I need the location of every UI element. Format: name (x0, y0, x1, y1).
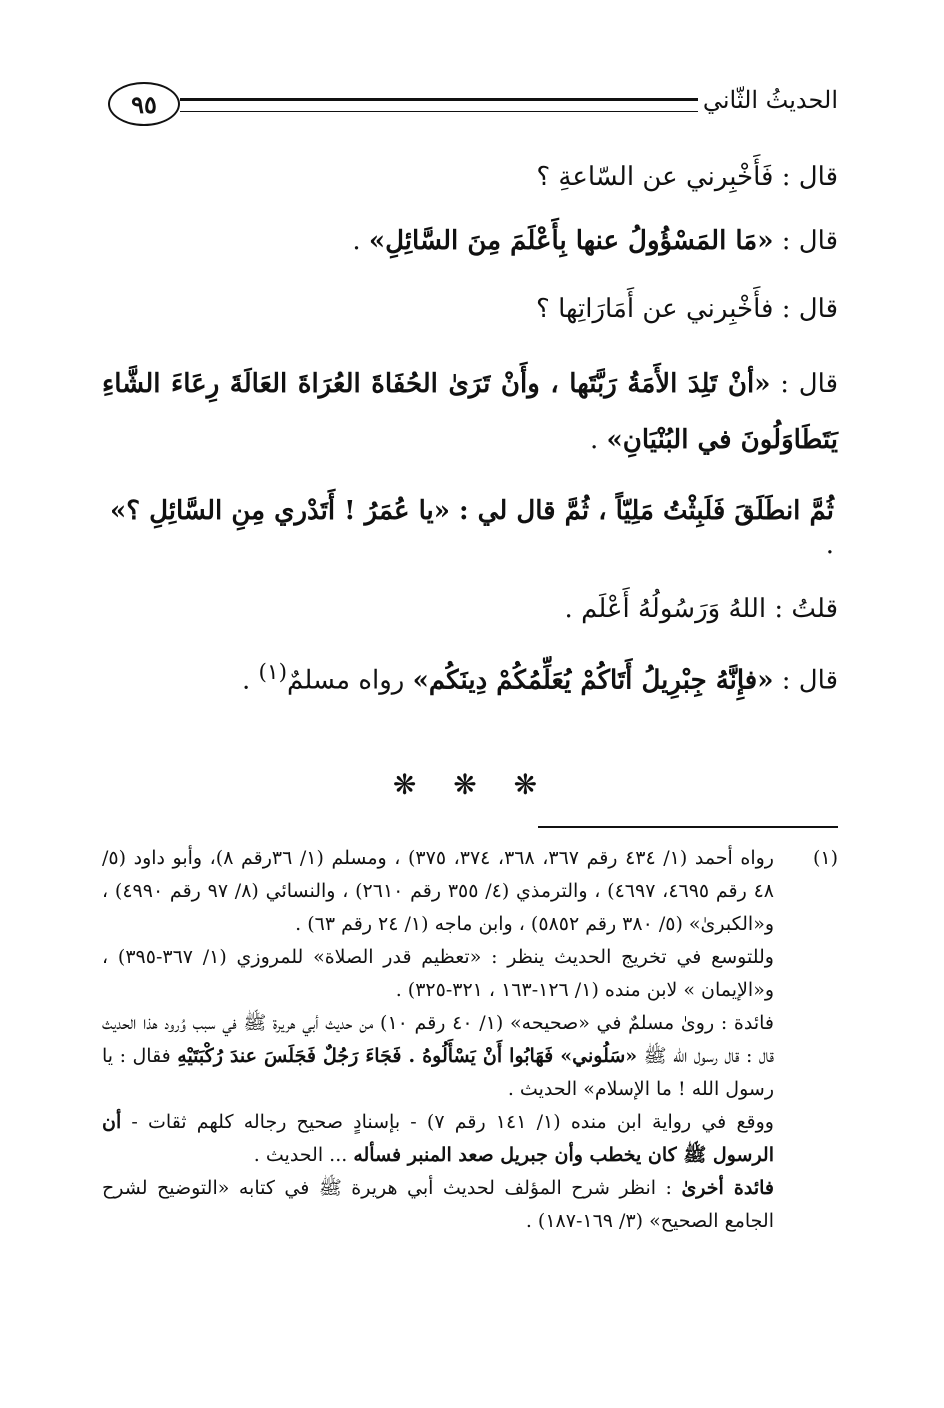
footnote-rule (538, 826, 838, 828)
hadith-quote: «فإِنَّهُ جِبْرِيلُ أَتَاكُمْ يُعَلِّمُكُمْ دِينَكُم» (412, 665, 774, 696)
section-separator: ❋ ❋ ❋ (392, 768, 552, 801)
footnote-5-a: فائدة أخرىٰ (681, 1177, 774, 1199)
paragraph-7 (102, 656, 838, 698)
footnote-4-b: أن الرسول ﷺ كان يخطب وأن جبريل صعد المنبر فسأله (102, 1111, 774, 1166)
paragraph-5-prefix: ثُمَّ انطَلَقَ فَلَبِثْتُ مَلِيّاً ، ثُمَّ قال لي : (449, 496, 834, 526)
paragraph-2-prefix: قال : (773, 226, 838, 256)
footnotes (102, 842, 838, 1238)
hadith-quote: «أنْ تَلِدَ الأَمَةُ رَبَّتَها ، وأَنْ تَرَىٰ الحُفَاةَ العُرَاةَ العَالَةَ رِعَاءَ الشَّاءِ يَتَطَاوَلُونَ في البُنْيَانِ» (102, 369, 838, 455)
paragraph-3: قال : فأَخْبِرني عن أَمَارَاتِها ؟ (536, 294, 838, 324)
footnote-3-b: «سَلُوني» فَهَابُوا أَنْ يَسْأَلُوهُ . فَجَاءَ رَجُلٌ فَجَلَسَ عندَ رُكْبَتَيْهِ (177, 1045, 638, 1067)
hadith-quote: «مَا المَسْؤُولُ عنها بِأَعْلَمَ مِنَ السَّائِلِ» (368, 226, 774, 256)
main-text (102, 160, 838, 698)
paragraph-2-suffix: . (352, 226, 369, 256)
footnote-line-4 (102, 1106, 774, 1172)
paragraph-5-suffix: . (825, 530, 834, 560)
page-header (108, 82, 838, 132)
paragraph-6: قلتُ : اللهُ وَرَسُولُهُ أَعْلَم . (564, 594, 838, 624)
paragraph-4 (102, 356, 838, 468)
footnote-ref[interactable]: (١) (258, 660, 288, 685)
page-number: ٩٥ (108, 82, 180, 126)
footnote-body (102, 842, 774, 1238)
footnote-line-1: رواه أحمد (١/ ٤٣٤ رقم ٣٦٧، ٣٦٨، ٣٧٤، ٣٧٥) ، ومسلم (١/ ٣٦رقم ٨)، وأبو داود (٥/ ٤٨ رقم ٤٦٩٥، ٤٦٩٧) ، والترمذي (٤/ ٣٥٥ رقم ٢٦١٠) ، والنسائي (٨/ ٩٧ رقم ٤٩٩٠) ، و«الكبرىٰ» (٥/ ٣٨٠ رقم ٥٨٥٢) ، وابن ماجه (١/ ٢٤ رقم ٦٣) . (102, 847, 775, 935)
footnote-line-2: وللتوسع في تخريج الحديث ينظر : «تعظيم قدر الصلاة» للمروزي (١/ ٣٦٧-٣٩٥) ، و«الإيمان » لابن منده (١/ ١٢٦-١٦٣ ، ٣٢١-٣٢٥) . (102, 946, 774, 1001)
running-title: الحديثُ الثّاني (702, 86, 838, 114)
paragraph-7-suffix: رواه مسلمٌ (287, 665, 413, 696)
paragraph-7-end: . (241, 665, 259, 696)
footnote-3-c: فقال : يا رسول الله ! ما الإسلام» الحديث . (102, 1045, 774, 1100)
footnote-4-a: ووقع في رواية ابن منده (١/ ١٤١ رقم ٧) - بإسنادٍ صحيح رجاله كلهم ثقات - (121, 1111, 774, 1133)
paragraph-5 (102, 494, 838, 562)
paragraph-7-prefix: قال : (773, 665, 838, 696)
footnote-marker: (١) (812, 847, 838, 869)
paragraph-4-suffix: . (589, 425, 607, 455)
header-rule (180, 98, 698, 112)
hadith-quote: «يا عُمَرُ ! أَتَدْري مِنِ السَّائِلِ ؟» (109, 496, 450, 526)
paragraph-4-prefix: قال : (770, 369, 838, 399)
footnote-5-b: : انظر شرح المؤلف لحديث أبي هريرة ﷺ في كتابه «التوضيح لشرح الجامع الصحيح» (٣/ ١٦٩-١٨٧) . (102, 1177, 774, 1232)
footnote-line-5 (102, 1172, 774, 1238)
footnote-line-3 (102, 1007, 774, 1106)
footnote-4-c: ... الحديث . (253, 1144, 354, 1166)
paragraph-2 (102, 224, 838, 258)
footnote-3-a: فائدة : روىٰ مسلمٌ في «صحيحه» (١/ ٤٠ رقم ١٠) من حديث أبي هريرة ﷺ في سبب وُرود هذا الحديث قال : قال رسول الله ﷺ (102, 1012, 774, 1067)
paragraph-1: قال : فَأَخْبِرني عن السّاعةِ ؟ (536, 162, 838, 192)
